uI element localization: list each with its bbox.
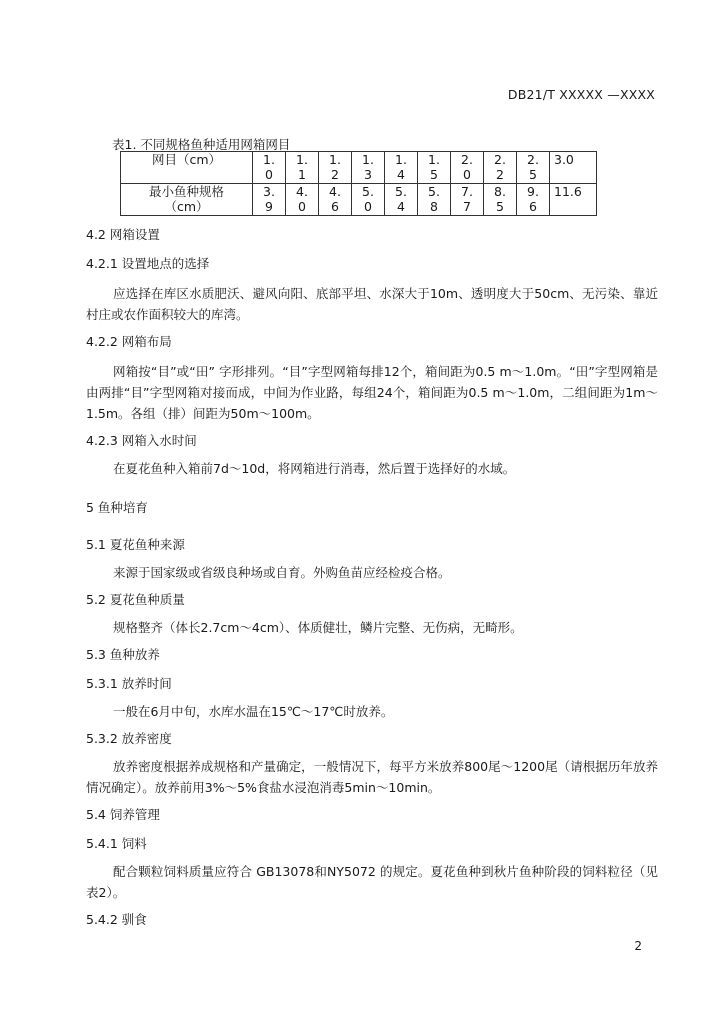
table-cell: 1. 0 — [253, 152, 286, 184]
section-heading: 5.1 夏花鱼种来源 — [86, 537, 185, 552]
table-cell: 11.6 — [550, 184, 597, 216]
table-row — [121, 184, 597, 216]
table-cell: 5. 0 — [352, 184, 385, 216]
table-cell: 8. 5 — [484, 184, 517, 216]
mesh-size-table — [120, 151, 597, 216]
section-heading: 5 鱼种培育 — [86, 500, 148, 515]
table-cell: 1. 5 — [418, 152, 451, 184]
section-heading: 4.2.2 网箱布局 — [86, 334, 172, 349]
section-heading: 5.4.2 驯食 — [86, 912, 147, 927]
row-header-min-size: 最小鱼种规格 （cm） — [121, 184, 253, 216]
table-row — [121, 152, 597, 184]
table-cell: 4. 0 — [286, 184, 319, 216]
paragraph: 一般在6月中旬，水库水温在15℃～17℃时放养。 — [113, 704, 394, 719]
section-heading: 5.4.1 饲料 — [86, 836, 147, 851]
paragraph: 规格整齐（体长2.7cm～4cm）、体质健壮，鳞片完整、无伤病，无畸形。 — [113, 620, 523, 635]
table-cell: 5. 4 — [385, 184, 418, 216]
table-cell: 4. 6 — [319, 184, 352, 216]
section-heading: 5.3.2 放养密度 — [86, 731, 172, 746]
paragraph: 配合颗粒饲料质量应符合 GB13078和NY5072 的规定。夏花鱼种到秋片鱼种阶段的饲料粒径（见表2）。 — [86, 864, 658, 900]
standard-code: DB21/T XXXXX —XXXX — [507, 87, 655, 102]
table-cell: 1. 3 — [352, 152, 385, 184]
page-number: 2 — [634, 939, 642, 953]
table-cell: 1. 4 — [385, 152, 418, 184]
table-caption: 表1. 不同规格鱼种适用网箱网目 — [112, 137, 291, 152]
paragraph: 应选择在库区水质肥沃、避风向阳、底部平坦、水深大于10m、透明度大于50cm、无污染、靠近村庄或农作面积较大的库湾。 — [86, 286, 658, 322]
section-heading: 4.2 网箱设置 — [86, 227, 160, 242]
section-heading: 5.2 夏花鱼种质量 — [86, 592, 185, 607]
table-cell: 2. 0 — [451, 152, 484, 184]
table-cell: 1. 1 — [286, 152, 319, 184]
document-body — [86, 226, 658, 929]
paragraph: 在夏花鱼种入箱前7d～10d，将网箱进行消毒，然后置于选择好的水域。 — [113, 461, 516, 476]
table-cell: 1. 2 — [319, 152, 352, 184]
table-cell: 3.0 — [550, 152, 597, 184]
table-cell: 9. 6 — [517, 184, 550, 216]
section-heading: 5.3 鱼种放养 — [86, 647, 160, 662]
row-header-mesh: 网目（cm） — [121, 152, 253, 184]
section-heading: 4.2.1 设置地点的选择 — [86, 256, 210, 271]
table-cell: 7. 7 — [451, 184, 484, 216]
section-heading: 5.4 饲养管理 — [86, 807, 160, 822]
table-cell: 5. 8 — [418, 184, 451, 216]
section-heading: 5.3.1 放养时间 — [86, 676, 172, 691]
table-cell: 3. 9 — [253, 184, 286, 216]
table-cell: 2. 5 — [517, 152, 550, 184]
paragraph: 来源于国家级或省级良种场或自育。外购鱼苗应经检疫合格。 — [113, 565, 451, 580]
section-heading: 4.2.3 网箱入水时间 — [86, 433, 197, 448]
paragraph: 网箱按“目”或“田” 字形排列。“目”字型网箱每排12个，箱间距为0.5 m～1.0m。“田”字型网箱是由两排“目”字型网箱对接而成，中间为作业路，每组24个，箱间距为0.5 m～1.0m，二组间距为1m～1.5m。各组（排）间距为50m～100m。 — [86, 364, 658, 421]
paragraph: 放养密度根据养成规格和产量确定，一般情况下，每平方米放养800尾〜1200尾（请根据历年放养情况确定）。放养前用3%～5%食盐水浸泡消毒5min～10min。 — [86, 759, 658, 795]
table-cell: 2. 2 — [484, 152, 517, 184]
